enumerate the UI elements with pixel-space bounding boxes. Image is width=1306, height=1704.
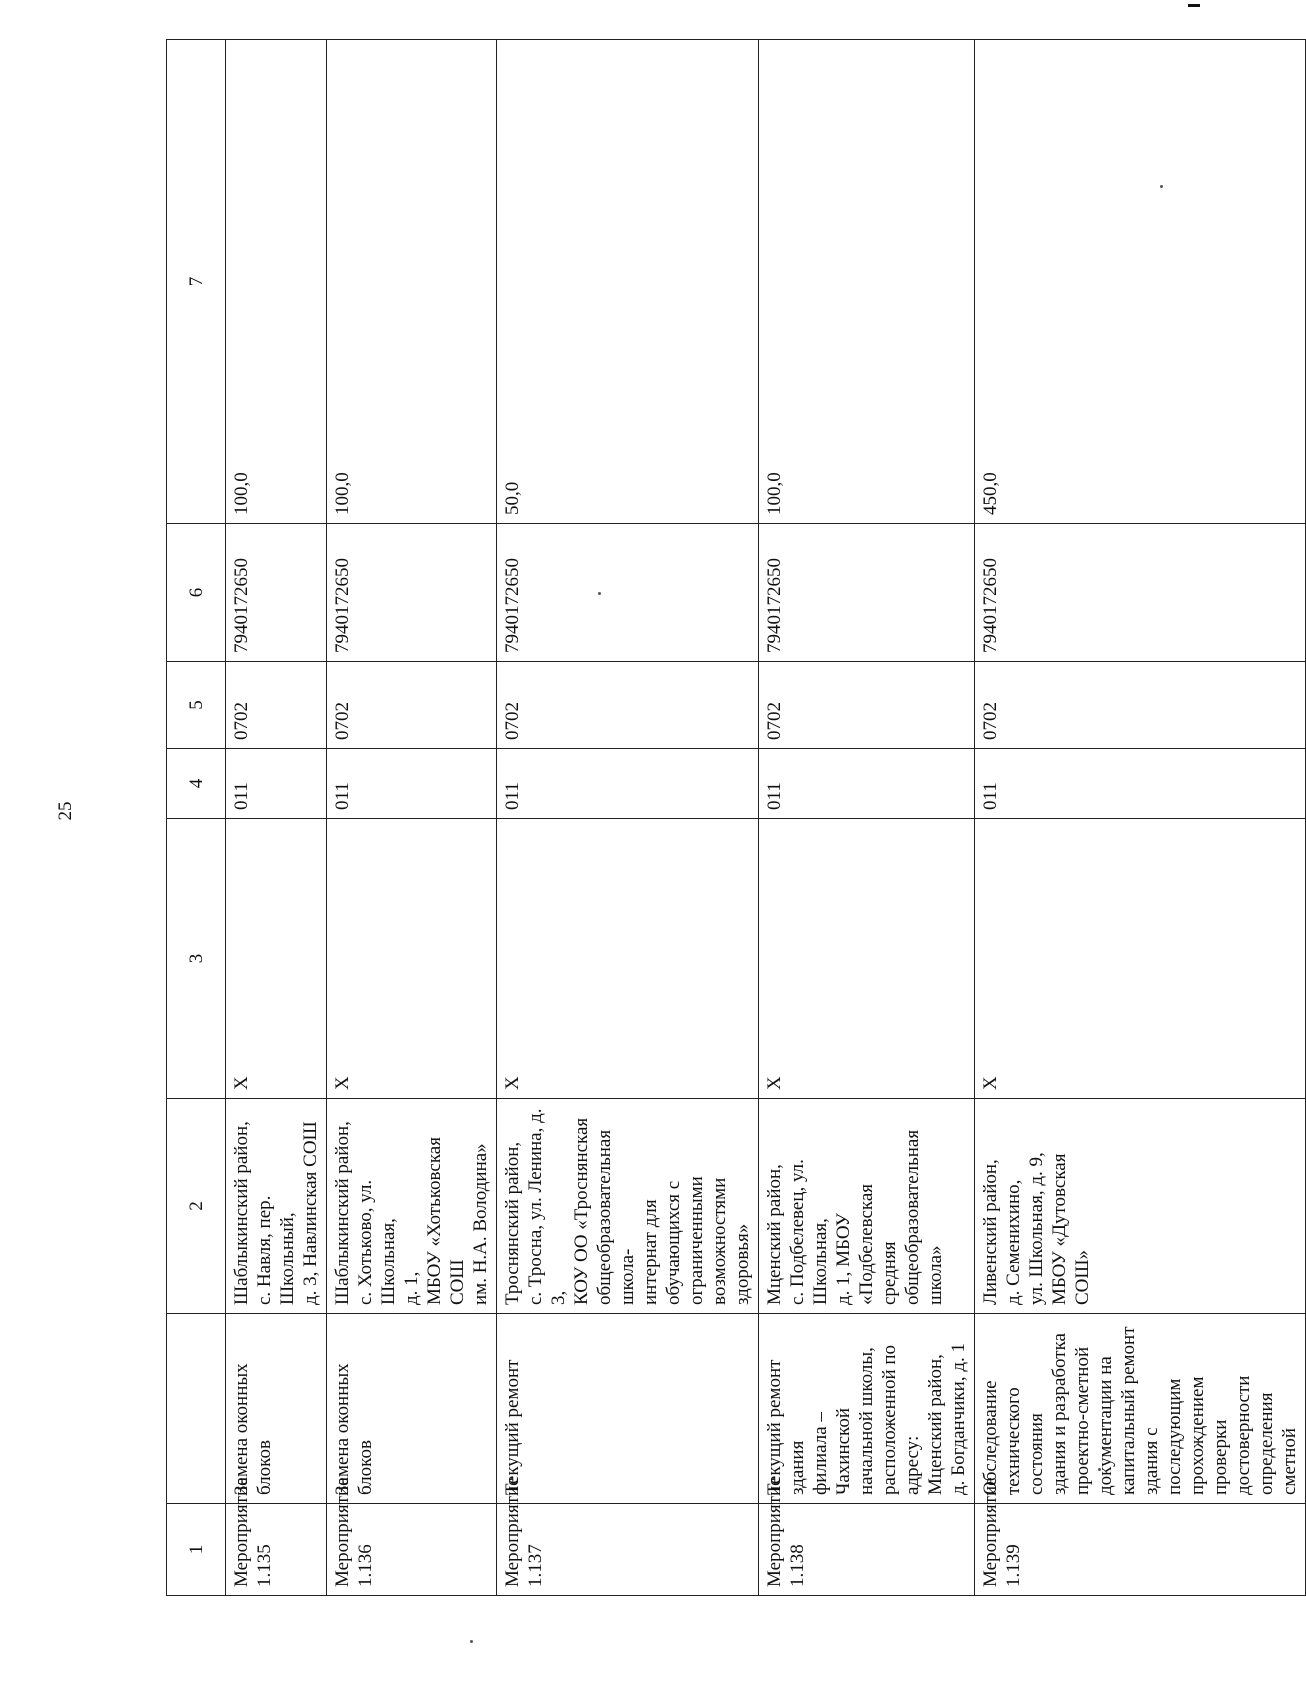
header-row: [167, 40, 226, 1596]
header-col-1: 1: [167, 1504, 226, 1596]
table-row: [226, 40, 327, 1596]
mark-cell: X: [497, 819, 759, 1099]
header-col-2: 2: [167, 1099, 226, 1314]
target-article-cell: 7940172650: [497, 524, 759, 662]
address-cell: Ливенский район, д. Семенихино, ул. Школьная, д. 9, МБОУ «Дутовская СОШ»: [975, 1099, 1306, 1314]
mark-cell: X: [975, 819, 1306, 1099]
header-col-6: 6: [167, 524, 226, 662]
scan-speck: [470, 1640, 473, 1643]
address-cell: Шаблыкинский район, с. Хотьково, ул. Школьная, д. 1, МБОУ «Хотьковская СОШ им. Н.А. Володина»: [327, 1099, 497, 1314]
section-code-cell: 0702: [226, 662, 327, 749]
grbs-code-cell: 011: [226, 749, 327, 819]
grbs-code-cell: 011: [327, 749, 497, 819]
table-row: [759, 40, 975, 1596]
address-cell: Мценский район, с. Подбелевец, ул. Школьная, д. 1, МБОУ «Подбелевская средняя общеобразовательная школа»: [759, 1099, 975, 1314]
measures-table-rotated: [166, 40, 1300, 1596]
amount-cell: 450,0: [975, 40, 1306, 524]
amount-cell: 100,0: [226, 40, 327, 524]
work-description-cell: Обследование технического состояния здания и разработка проектно-сметной документации на капитальный ремонт здания с последующим прохождением проверки достоверности определения сметной: [975, 1314, 1306, 1504]
address-cell: Шаблыкинский район, с. Навля, пер. Школьный, д. 3, Навлинская СОШ: [226, 1099, 327, 1314]
target-article-cell: 7940172650: [759, 524, 975, 662]
measure-number-cell: Мероприятие 1.138: [759, 1504, 975, 1596]
mark-cell: X: [759, 819, 975, 1099]
target-article-cell: 7940172650: [226, 524, 327, 662]
amount-cell: 50,0: [497, 40, 759, 524]
address-cell: Троснянский район, с. Тросна, ул. Ленина, д. 3, КОУ ОО «Троснянская общеобразовательная школа- интернат для обучающихся с ограниченными возможностями здоровья»: [497, 1099, 759, 1314]
page-number: 25: [55, 801, 76, 821]
amount-cell: 100,0: [327, 40, 497, 524]
section-code-cell: 0702: [327, 662, 497, 749]
work-description-cell: Замена оконных блоков: [327, 1314, 497, 1504]
section-code-cell: 0702: [975, 662, 1306, 749]
section-code-cell: 0702: [759, 662, 975, 749]
work-description-cell: Текущий ремонт: [497, 1314, 759, 1504]
header-col-4: 4: [167, 749, 226, 819]
header-col-7: 7: [167, 40, 226, 524]
measure-number-cell: Мероприятие 1.137: [497, 1504, 759, 1596]
edge-mark: [1188, 4, 1200, 7]
header-col-3: 3: [167, 819, 226, 1099]
work-description-cell: Текущий ремонт здания филиала – Чахинской начальной школы, расположенной по адресу: Мценский район, д. Богданчики, д. 1: [759, 1314, 975, 1504]
section-code-cell: 0702: [497, 662, 759, 749]
grbs-code-cell: 011: [497, 749, 759, 819]
header-col-1b: [167, 1314, 226, 1504]
table-row: [327, 40, 497, 1596]
table-row: [975, 40, 1306, 1596]
measure-number-cell: Мероприятие 1.135: [226, 1504, 327, 1596]
mark-cell: X: [327, 819, 497, 1099]
grbs-code-cell: 011: [975, 749, 1306, 819]
mark-cell: X: [226, 819, 327, 1099]
measure-number-cell: Мероприятие 1.139: [975, 1504, 1306, 1596]
amount-cell: 100,0: [759, 40, 975, 524]
measure-number-cell: Мероприятие 1.136: [327, 1504, 497, 1596]
target-article-cell: 7940172650: [975, 524, 1306, 662]
work-description-cell: Замена оконных блоков: [226, 1314, 327, 1504]
measures-table: [166, 39, 1306, 1596]
grbs-code-cell: 011: [759, 749, 975, 819]
table-row: [497, 40, 759, 1596]
target-article-cell: 7940172650: [327, 524, 497, 662]
header-col-5: 5: [167, 662, 226, 749]
